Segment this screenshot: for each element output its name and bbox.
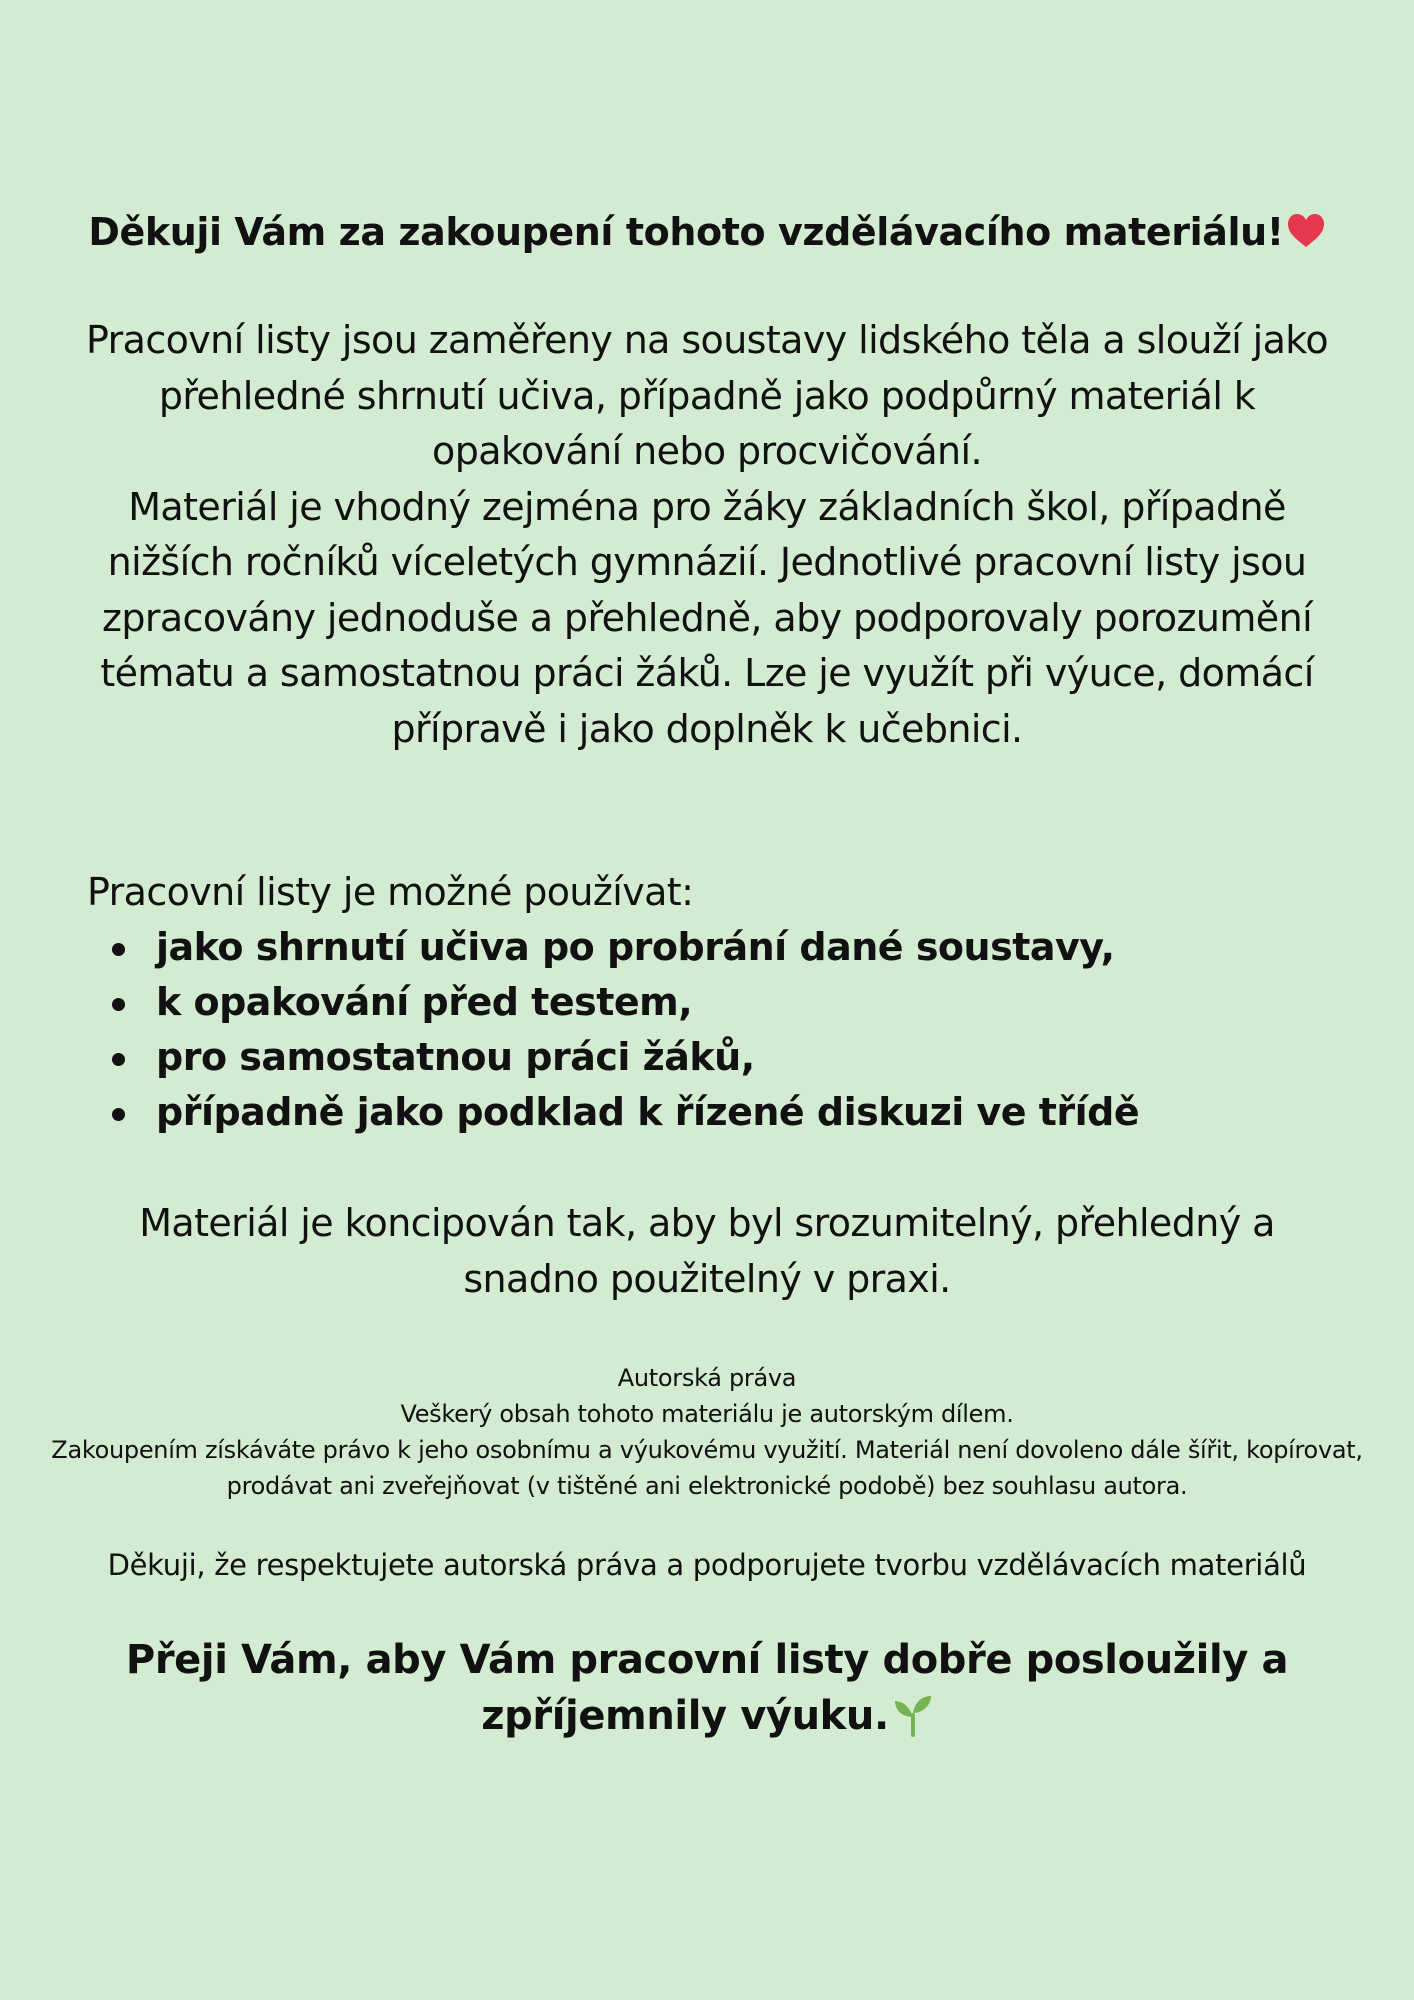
thanks-text: Děkuji, že respektujete autorská práva a podporujete tvorbu vzdělávacích materiálů [107, 1548, 1307, 1582]
closing-text: Přeji Vám, aby Vám pracovní listy dobře posloužily a zpříjemnily výuku. [125, 1637, 1289, 1739]
usage-list [156, 920, 1139, 1140]
bullet-icon [112, 1053, 125, 1066]
list-item [156, 1030, 1139, 1085]
copyright-line-1: Veškerý obsah tohoto materiálu je autorským dílem. [400, 1400, 1014, 1428]
bullet-icon [112, 943, 125, 956]
list-item-text: jako shrnutí učiva po probrání dané soustavy, [156, 925, 1115, 969]
intro-paragraph-1: Pracovní listy jsou zaměřeny na soustavy lidského těla a slouží jako přehledné shrnutí učiva, případně jako podpůrný materiál k opakování nebo procvičování. [86, 318, 1328, 473]
copyright-line-2: Zakoupením získáváte právo k jeho osobnímu a výukovému využití. Materiál není dovoleno dále šířit, kopírovat, prodávat ani zveřejňovat (v tištěné ani elektronické podobě) bez souhlasu autora. [51, 1436, 1363, 1500]
list-item [156, 920, 1139, 975]
list-item [156, 1085, 1139, 1140]
closing-wish [70, 1632, 1344, 1744]
bullet-icon [112, 1108, 125, 1121]
usage-label: Pracovní listy je možné používat: [87, 870, 694, 914]
copyright-heading: Autorská práva [617, 1364, 797, 1392]
list-item-text: pro samostatnou práci žáků, [156, 1035, 755, 1079]
list-item-text: k opakování před testem, [156, 980, 693, 1024]
heart-icon [1286, 211, 1326, 251]
list-item [156, 975, 1139, 1030]
bullet-icon [112, 998, 125, 1011]
intro-paragraph-2: Materiál je vhodný zejména pro žáky základních škol, případně nižších ročníků víceletých gymnázií. Jednotlivé pracovní listy jsou zpracovány jednoduše a přehledně, aby podporovaly porozumění tématu a samostatnou práci žáků. Lze je využít při výuce, domácí přípravě i jako doplněk k učebnici. [100, 484, 1314, 751]
copyright-notice [40, 1360, 1374, 1504]
title-text: Děkuji Vám za zakoupení tohoto vzdělávacího materiálu! [88, 210, 1284, 254]
page-title [70, 204, 1344, 260]
list-item-text: případně jako podklad k řízené diskuzi ve třídě [156, 1090, 1140, 1134]
sprout-icon [893, 1693, 933, 1737]
intro-section [70, 313, 1344, 757]
concept-paragraph: Materiál je koncipován tak, aby byl srozumitelný, přehledný a snadno použitelný v praxi. [139, 1201, 1275, 1301]
